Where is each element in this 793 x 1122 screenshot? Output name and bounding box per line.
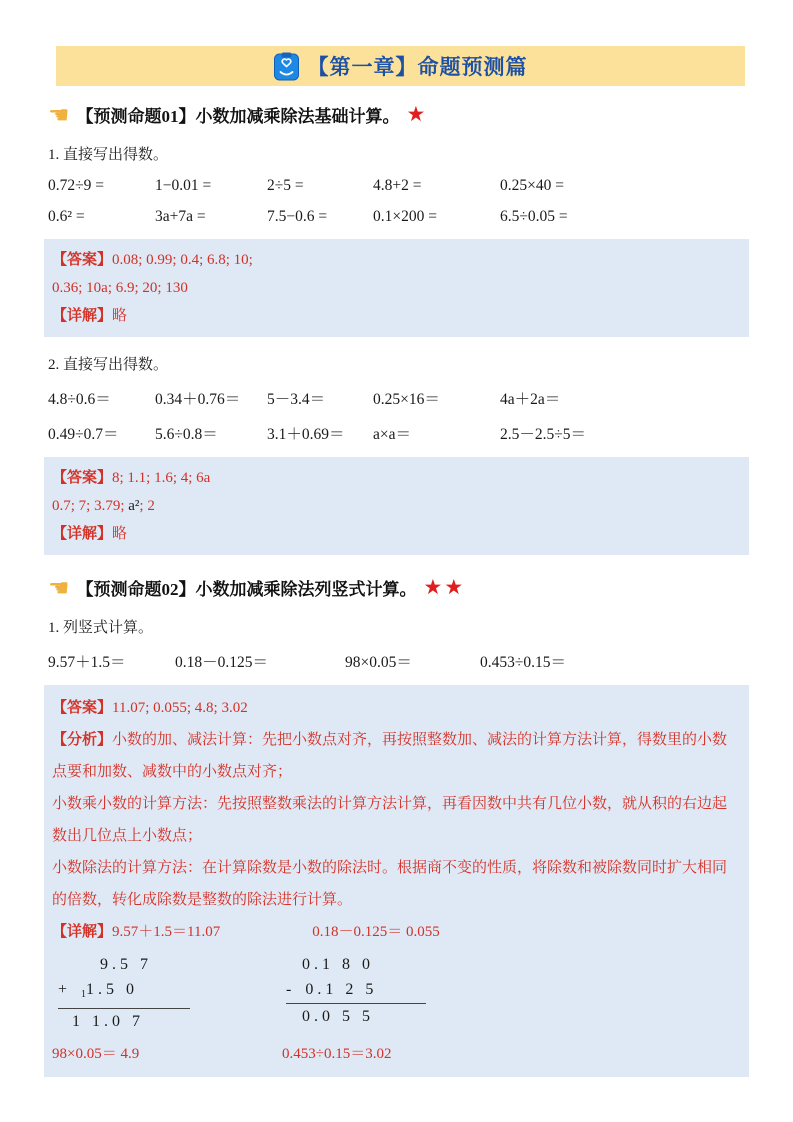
answer-values: 11.07; 0.055; 4.8; 3.02 [112,700,248,716]
expression-cell: 0.1×200 = [373,208,437,225]
question1-label: 1. 直接写出得数。 [48,147,169,163]
analysis-label: 【分析】 [52,732,113,748]
expression-cell: 0.6² = [48,208,85,225]
expression-cell: 0.72÷9 = [48,177,104,194]
vertical-calculations [58,952,741,1034]
answer-block-q1 [44,239,749,337]
answer-label: 【答案】 [52,252,113,268]
difficulty-stars-icon: ★★ [423,575,466,599]
addition-operand-line [58,977,190,1009]
pointing-hand-icon: ☚ [48,100,70,129]
detail-label: 【详解】 [52,924,113,940]
detail-equation-1: 9.57＋1.5＝11.07 [112,924,221,940]
chapter-banner [56,46,745,86]
question3-label: 1. 列竖式计算。 [48,620,154,636]
vertical-subtraction [286,952,426,1034]
answer-block-q2 [44,457,749,555]
expression-cell: 3.1＋0.69＝ [267,426,345,443]
expression-cell: 0.453÷0.15＝ [480,654,567,671]
detail-line [52,916,741,948]
question2-label: 2. 直接写出得数。 [48,357,169,373]
analysis-paragraph-3: 小数除法的计算方法：在计算除数是小数的除法时。根据商不变的性质，将除数和被除数同时扩大相同的倍数，转化成除数是整数的除法进行计算。 [52,860,728,908]
answer-label: 【答案】 [52,700,113,716]
answer-block-q3 [44,685,749,1077]
expression-cell: 6.5÷0.05 = [500,208,568,225]
answer-line [52,692,741,724]
expression-cell: 3a+7a = [155,208,206,225]
expression-cell: 0.18－0.125＝ [175,654,269,671]
answer-line [52,464,741,492]
answer-line [52,492,741,520]
analysis-paragraph-1 [52,724,741,788]
detail-equation-4: 0.453÷0.15＝3.02 [282,1046,392,1062]
section2-header [48,575,745,600]
subtraction-result: 0.0 5 5 [302,1008,374,1025]
answer-values: 0.7; 7; 3.79; [52,498,129,514]
detail-line [52,520,741,548]
difficulty-star-icon: ★ [406,102,428,126]
answer-variable: a² [128,498,140,514]
analysis-paragraph-2: 小数乘小数的计算方法：先按照整数乘法的计算方法计算，再看因数中共有几位小数，就从积的右边起数出几位点上小数点； [52,796,728,844]
section1-header [48,102,745,127]
expression-cell: a×a＝ [373,426,412,443]
expression-cell: 2÷5 = [267,177,304,194]
answer-line [52,246,741,274]
answer-values: 0.08; 0.99; 0.4; 6.8; 10; [112,252,253,268]
section1-title: 【预测命题01】小数加减乘除法基础计算。 [76,107,400,126]
expression-cell: 4.8+2 = [373,177,422,194]
detail-text: 略 [112,526,128,542]
analysis-text: 小数的加、减法计算：先把小数点对齐，再按照整数加、减法的计算方法计算，得数里的小数点要和加数、减数中的小数点对齐； [52,732,728,780]
detail-text: 略 [112,308,128,324]
answer-line: 0.36; 10a; 6.9; 20; 130 [52,280,188,296]
vertical-addition [58,952,190,1034]
detail-line [52,302,741,330]
expression-cell: 98×0.05＝ [345,654,412,671]
minuend: 0.1 8 0 [302,956,374,973]
q1-expression-row-1 [48,177,745,195]
detail-equation-2: 0.18－0.125＝ 0.055 [312,924,440,940]
subtrahend: 0.1 2 5 [305,981,378,998]
answer-label: 【答案】 [52,470,113,486]
pointing-hand-icon: ☚ [48,573,70,602]
carry-digit: 1 [81,989,87,1000]
expression-cell: 0.49÷0.7＝ [48,426,119,443]
detail-label: 【详解】 [52,526,113,542]
q2-expression-row-2 [48,422,745,444]
clipboard-heart-icon [274,52,299,81]
expression-cell: 1−0.01 = [155,177,212,194]
addend-top: 9.5 7 [100,956,152,973]
minus-operator: - [286,981,296,998]
answer-values: 8; 1.1; 1.6; 4; 6a [112,470,211,486]
q3-expression-row [48,650,745,672]
subtraction-operand-line [286,977,426,1004]
addition-result: 1 1.0 7 [72,1013,144,1030]
q1-expression-row-2 [48,208,745,226]
expression-cell: 5.6÷0.8＝ [155,426,218,443]
expression-cell: 0.25×16＝ [373,391,440,408]
expression-cell: 7.5−0.6 = [267,208,328,225]
chapter-title: 【第一章】命题预测篇 [307,55,528,79]
expression-cell: 4.8÷0.6＝ [48,391,111,408]
detail-label: 【详解】 [52,308,113,324]
expression-cell: 4a＋2a＝ [500,391,561,408]
plus-operator: + [58,981,72,998]
detail-equation-3: 98×0.05＝ 4.9 [52,1046,140,1062]
section2-title: 【预测命题02】小数加减乘除法列竖式计算。 [76,580,417,599]
answer-values: ; 2 [139,498,155,514]
detail-bottom-line [52,1038,741,1070]
expression-cell: 0.34＋0.76＝ [155,391,241,408]
expression-cell: 5－3.4＝ [267,391,326,408]
addend-bottom: 1.5 0 [86,981,139,998]
expression-cell: 0.25×40 = [500,177,564,194]
expression-cell: 2.5－2.5÷5＝ [500,426,587,443]
q2-expression-row-1 [48,387,745,409]
expression-cell: 9.57＋1.5＝ [48,654,126,671]
